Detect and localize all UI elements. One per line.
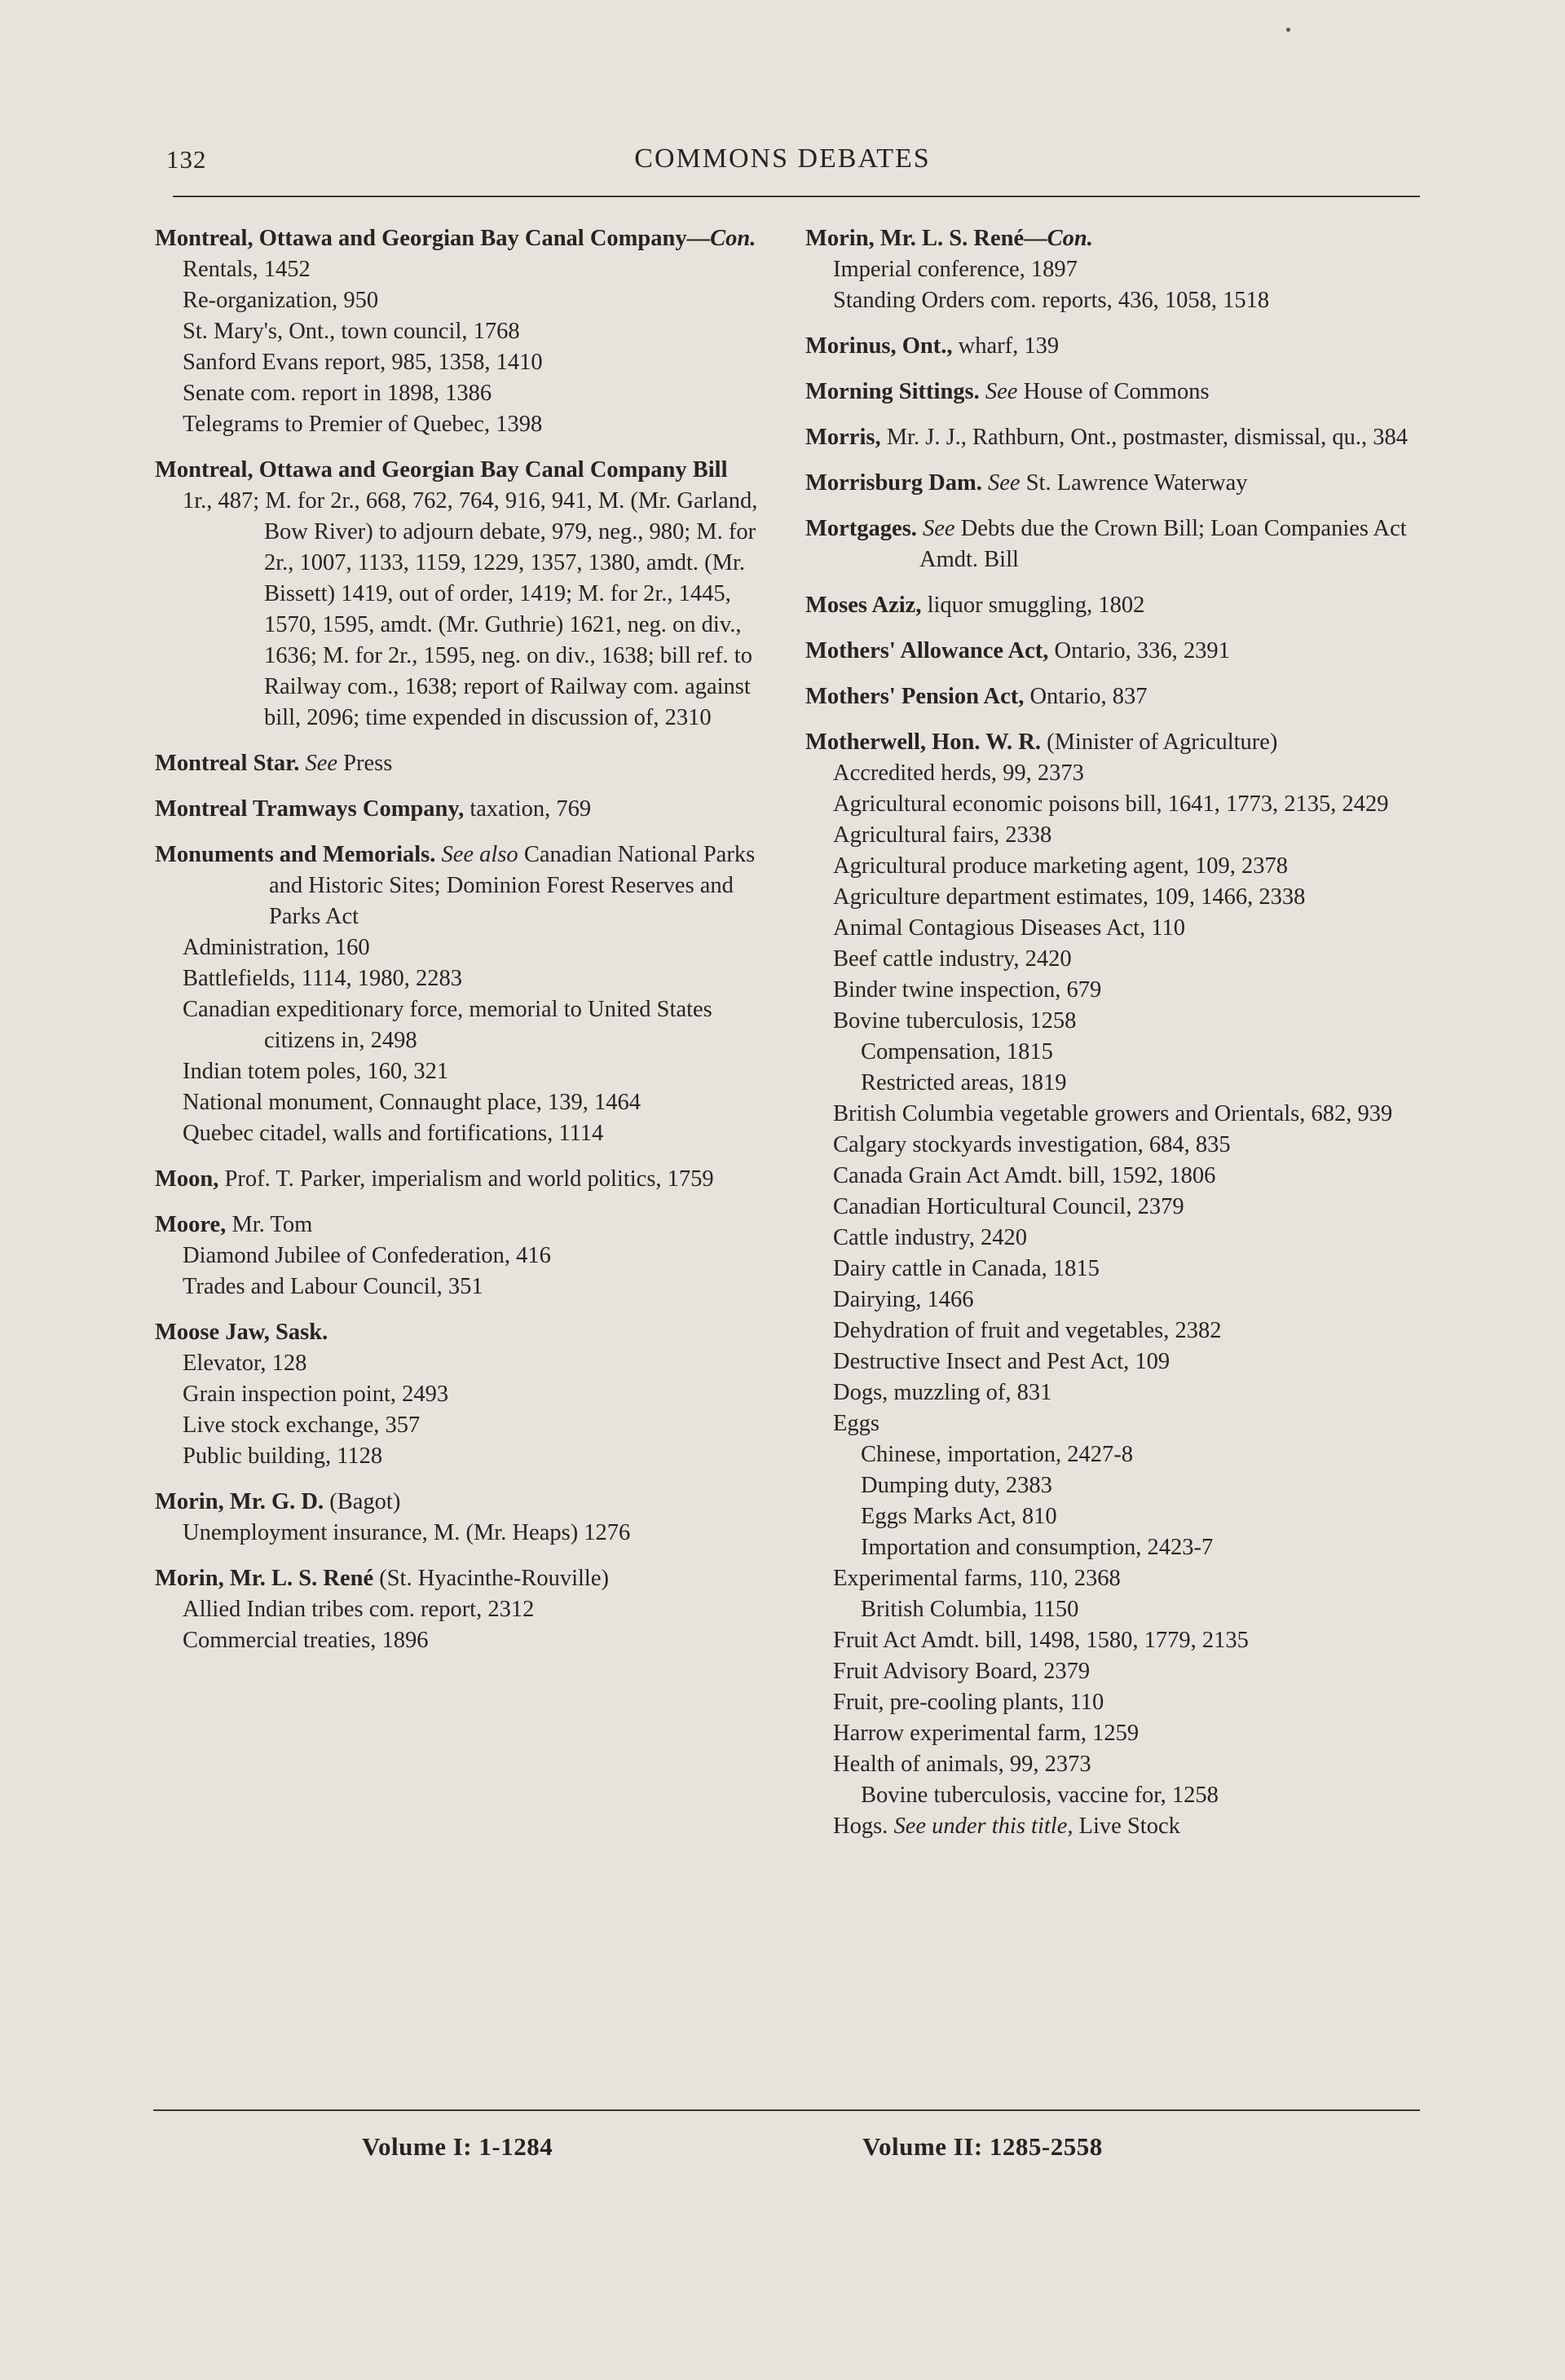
entry-see-reference: See: [985, 379, 1018, 404]
entry-heading: Montreal Star.: [155, 751, 300, 776]
subentry-text: Eggs Marks Act, 810: [861, 1504, 1057, 1529]
index-subentry: [805, 1254, 1425, 1285]
index-entry: [805, 422, 1425, 453]
index-entry: [805, 223, 1425, 316]
entry-heading-line: [155, 223, 766, 254]
entry-see-reference: See also: [441, 842, 518, 867]
subentry-text: Destructive Insect and Pest Act, 109: [833, 1349, 1170, 1374]
subentry-reference-target: Live Stock: [1078, 1814, 1180, 1839]
index-subentry: [805, 789, 1425, 820]
index-subentry: [155, 486, 766, 734]
index-column-left: [155, 223, 766, 1671]
subentry-text: Live stock exchange, 357: [183, 1413, 421, 1438]
index-subentry: [805, 1563, 1425, 1594]
entry-heading: Morin, Mr. L. S. René: [155, 1566, 374, 1591]
entry-heading: Moon,: [155, 1166, 219, 1192]
index-subentry-nested: [805, 1439, 1425, 1470]
subentry-text: St. Mary's, Ont., town council, 1768: [183, 319, 520, 344]
footer-volume-1: Volume I: 1-1284: [362, 2132, 553, 2161]
entry-heading-line: [805, 468, 1425, 499]
index-entry: [155, 455, 766, 734]
index-subentry: [805, 820, 1425, 851]
entry-heading-line: [155, 794, 766, 825]
entry-heading: Moose Jaw, Sask.: [155, 1320, 328, 1345]
subentry-text: Grain inspection point, 2493: [183, 1382, 449, 1407]
subentry-text: Binder twine inspection, 679: [833, 977, 1102, 1003]
entry-heading-detail: (Minister of Agriculture): [1047, 729, 1278, 755]
subentry-text: Sanford Evans report, 985, 1358, 1410: [183, 350, 543, 375]
entry-heading-line: [155, 1563, 766, 1594]
subentry-text: Canadian expeditionary force, memorial to United States citizens in, 2498: [183, 997, 712, 1053]
index-subentry: [155, 1594, 766, 1625]
index-subentry: [805, 1285, 1425, 1316]
index-subentry-nested: [805, 1501, 1425, 1532]
subentry-text: Importation and consumption, 2423-7: [861, 1535, 1214, 1560]
index-subentry: [805, 1749, 1425, 1780]
entry-heading-detail: liquor smuggling, 1802: [927, 593, 1145, 618]
entry-heading: Mortgages.: [805, 516, 917, 541]
index-entry: [155, 1164, 766, 1195]
index-subentry: [805, 1316, 1425, 1346]
index-subentry: [805, 285, 1425, 316]
subentry-text: Cattle industry, 2420: [833, 1225, 1028, 1250]
subentry-see-reference: See under this title,: [893, 1814, 1073, 1839]
entry-heading-detail: (Bagot): [329, 1489, 401, 1514]
index-entry: [155, 840, 766, 1149]
entry-heading: Monuments and Memorials.: [155, 842, 436, 867]
index-subentry-nested: [805, 1037, 1425, 1068]
entry-heading-line: [805, 590, 1425, 621]
index-subentry: [155, 1625, 766, 1656]
entry-heading-line: [805, 331, 1425, 362]
index-subentry: [805, 1346, 1425, 1377]
index-subentry: [805, 1099, 1425, 1130]
entry-heading-detail: wharf, 139: [958, 333, 1060, 359]
subentry-text: Agricultural produce marketing agent, 109, 2378: [833, 853, 1288, 879]
entry-heading-continued: Con.: [1047, 226, 1093, 251]
subentry-text: Experimental farms, 110, 2368: [833, 1566, 1121, 1591]
subentry-text: Re-organization, 950: [183, 288, 379, 313]
subentry-text: 1r., 487; M. for 2r., 668, 762, 764, 916, 941, M. (Mr. Garland, Bow River) to adjourn debate, 979, neg., 980; M. for 2r., 1007, 1133, 1159, 1229, 1357, 1380, amdt. (Mr. Bissett) 1419, out of order, 1419; M. for 2r., 1445, 1570, 1595, amdt. (Mr. Guthrie) 1621, neg. on div., 1636; M. for 2r., 1595, neg. on div., 1638; bill ref. to Railway com., 1638; report of Railway com. against bill, 2096; time expended in discussion of, 2310: [183, 488, 758, 730]
entry-heading-line: [155, 840, 766, 932]
subentry-text: Standing Orders com. reports, 436, 1058, 1518: [833, 288, 1270, 313]
subentry-text: Elevator, 128: [183, 1351, 307, 1376]
index-subentry: [155, 1441, 766, 1472]
subentry-text: Health of animals, 99, 2373: [833, 1752, 1091, 1777]
header-rule: [173, 196, 1420, 197]
entry-heading-detail: Mr. Tom: [231, 1212, 313, 1237]
entry-heading: Mothers' Pension Act,: [805, 684, 1025, 709]
subentry-text: Bovine tuberculosis, 1258: [833, 1008, 1077, 1034]
index-subentry: [805, 913, 1425, 944]
index-subentry: [155, 994, 766, 1056]
scan-speck: [1286, 28, 1290, 32]
footer-volume-2: Volume II: 1285-2558: [862, 2132, 1103, 2161]
index-subentry: [155, 254, 766, 285]
index-entry: [155, 1210, 766, 1302]
subentry-text: Quebec citadel, walls and fortifications, 1114: [183, 1121, 604, 1146]
index-entry: [155, 794, 766, 825]
index-subentry-nested: [805, 1532, 1425, 1563]
subentry-text: National monument, Connaught place, 139, 1464: [183, 1090, 641, 1115]
index-entry: [805, 377, 1425, 408]
entry-heading-continued: Con.: [710, 226, 756, 251]
index-subentry: [155, 1348, 766, 1379]
subentry-text: Restricted areas, 1819: [861, 1070, 1067, 1095]
subentry-text: Dumping duty, 2383: [861, 1473, 1052, 1498]
index-entry: [155, 748, 766, 779]
subentry-text: Public building, 1128: [183, 1443, 383, 1469]
subentry-text: Allied Indian tribes com. report, 2312: [183, 1597, 535, 1622]
subentry-text: Imperial conference, 1897: [833, 257, 1078, 282]
index-subentry: [805, 851, 1425, 882]
subentry-text: Hogs.: [833, 1814, 888, 1839]
index-subentry: [155, 963, 766, 994]
index-subentry: [155, 1087, 766, 1118]
subentry-text: Senate com. report in 1898, 1386: [183, 381, 492, 406]
index-subentry: [805, 975, 1425, 1006]
index-subentry-nested: [805, 1780, 1425, 1811]
entry-heading: Morning Sittings.: [805, 379, 980, 404]
subentry-text: Dairying, 1466: [833, 1287, 974, 1312]
entry-heading: Montreal, Ottawa and Georgian Bay Canal Company Bill: [155, 457, 728, 483]
entry-heading-line: [155, 455, 766, 486]
index-subentry-nested: [805, 1068, 1425, 1099]
index-entry: [805, 727, 1425, 1842]
entry-heading-line: [155, 1317, 766, 1348]
page-number: 132: [166, 145, 207, 174]
index-subentry: [805, 1687, 1425, 1718]
subentry-text: Indian totem poles, 160, 321: [183, 1059, 449, 1084]
subentry-text: Administration, 160: [183, 935, 370, 960]
index-entry: [805, 468, 1425, 499]
subentry-text: Telegrams to Premier of Quebec, 1398: [183, 412, 543, 437]
index-subentry: [155, 316, 766, 347]
entry-heading: Morin, Mr. G. D.: [155, 1489, 324, 1514]
entry-heading-detail: (St. Hyacinthe-Rouville): [379, 1566, 609, 1591]
index-subentry: [805, 882, 1425, 913]
subentry-text: Rentals, 1452: [183, 257, 311, 282]
entry-heading-line: [805, 513, 1425, 575]
index-subentry: [805, 1006, 1425, 1037]
entry-see-reference: See: [923, 516, 955, 541]
index-subentry: [155, 1272, 766, 1302]
index-subentry: [805, 254, 1425, 285]
index-entry: [805, 681, 1425, 712]
footer-rule: [153, 2109, 1420, 2111]
entry-heading-detail: House of Commons: [1023, 379, 1210, 404]
subentry-text: Commercial treaties, 1896: [183, 1628, 429, 1653]
entry-heading-line: [805, 681, 1425, 712]
index-subentry: [155, 1056, 766, 1087]
entry-heading-detail: St. Lawrence Waterway: [1025, 470, 1248, 496]
entry-heading-detail: Press: [343, 751, 393, 776]
index-subentry: [805, 1223, 1425, 1254]
entry-heading-line: [805, 223, 1425, 254]
subentry-text: Fruit, pre-cooling plants, 110: [833, 1690, 1104, 1715]
entry-heading-dash: —: [1024, 226, 1047, 251]
entry-heading-detail: Debts due the Crown Bill; Loan Companies Act Amdt. Bill: [919, 516, 1407, 572]
subentry-text: Agricultural economic poisons bill, 1641, 1773, 2135, 2429: [833, 791, 1389, 817]
index-subentry-nested: [805, 1594, 1425, 1625]
index-subentry: [155, 285, 766, 316]
entry-heading-dash: —: [686, 226, 711, 251]
entry-heading: Motherwell, Hon. W. R.: [805, 729, 1041, 755]
index-subentry: [155, 378, 766, 409]
subentry-text: Agricultural fairs, 2338: [833, 822, 1052, 848]
index-subentry: [155, 932, 766, 963]
entry-heading: Mothers' Allowance Act,: [805, 638, 1049, 663]
entry-heading-line: [805, 727, 1425, 758]
entry-heading-line: [155, 1210, 766, 1241]
index-entry: [805, 590, 1425, 621]
index-subentry: [805, 1130, 1425, 1161]
index-subentry: [155, 1118, 766, 1149]
subentry-text: Animal Contagious Diseases Act, 110: [833, 915, 1185, 941]
entry-heading-line: [805, 422, 1425, 453]
subentry-text: British Columbia, 1150: [861, 1597, 1079, 1622]
entry-see-reference: See: [988, 470, 1021, 496]
subentry-text: Compensation, 1815: [861, 1039, 1053, 1064]
index-subentry: [155, 409, 766, 440]
index-subentry: [155, 1379, 766, 1410]
index-subentry: [805, 1718, 1425, 1749]
index-subentry: [805, 1377, 1425, 1408]
subentry-text: Fruit Act Amdt. bill, 1498, 1580, 1779, 2135: [833, 1628, 1249, 1653]
index-subentry: [155, 347, 766, 378]
index-subentry: [805, 758, 1425, 789]
entry-heading-line: [805, 636, 1425, 667]
entry-heading: Moore,: [155, 1212, 227, 1237]
entry-heading-detail: Ontario, 837: [1029, 684, 1148, 709]
subentry-text: Canada Grain Act Amdt. bill, 1592, 1806: [833, 1163, 1216, 1188]
subentry-text: Trades and Labour Council, 351: [183, 1274, 483, 1299]
subentry-text: Beef cattle industry, 2420: [833, 946, 1072, 972]
entry-heading: Morris,: [805, 425, 881, 450]
index-subentry: [805, 1656, 1425, 1687]
subentry-text: Calgary stockyards investigation, 684, 835: [833, 1132, 1231, 1157]
index-entry: [155, 223, 766, 440]
entry-heading-detail: Mr. J. J., Rathburn, Ont., postmaster, dismissal, qu., 384: [886, 425, 1408, 450]
index-subentry: [155, 1241, 766, 1272]
subentry-text: Agriculture department estimates, 109, 1466, 2338: [833, 884, 1306, 910]
entry-see-reference: See: [305, 751, 338, 776]
index-subentry: [155, 1410, 766, 1441]
subentry-text: British Columbia vegetable growers and Orientals, 682, 939: [833, 1101, 1393, 1126]
entry-heading: Morrisburg Dam.: [805, 470, 982, 496]
index-subentry: [155, 1518, 766, 1549]
subentry-text: Dogs, muzzling of, 831: [833, 1380, 1052, 1405]
entry-heading-detail: Canadian National Parks and Historic Sites; Dominion Forest Reserves and Parks Act: [269, 842, 756, 929]
entry-heading-line: [805, 377, 1425, 408]
entry-heading-detail: Prof. T. Parker, imperialism and world politics, 1759: [224, 1166, 714, 1192]
subentry-text: Fruit Advisory Board, 2379: [833, 1659, 1091, 1684]
entry-heading-line: [155, 1164, 766, 1195]
subentry-text: Unemployment insurance, M. (Mr. Heaps) 1276: [183, 1520, 631, 1545]
entry-heading: Morin, Mr. L. S. René: [805, 226, 1025, 251]
subentry-text: Diamond Jubilee of Confederation, 416: [183, 1243, 551, 1268]
subentry-text: Accredited herds, 99, 2373: [833, 760, 1084, 786]
index-entry: [155, 1563, 766, 1656]
entry-heading-detail: Ontario, 336, 2391: [1054, 638, 1230, 663]
subentry-text: Bovine tuberculosis, vaccine for, 1258: [861, 1783, 1219, 1808]
subentry-text: Dehydration of fruit and vegetables, 2382: [833, 1318, 1222, 1343]
index-subentry: [805, 1408, 1425, 1439]
index-subentry: [805, 1192, 1425, 1223]
running-head: COMMONS DEBATES: [634, 143, 931, 174]
index-subentry: [805, 1161, 1425, 1192]
index-entry: [805, 513, 1425, 575]
subentry-text: Chinese, importation, 2427-8: [861, 1442, 1134, 1467]
entry-heading-line: [155, 1487, 766, 1518]
entry-heading-detail: taxation, 769: [470, 796, 592, 822]
index-subentry: [805, 944, 1425, 975]
subentry-text: Dairy cattle in Canada, 1815: [833, 1256, 1100, 1281]
index-subentry: [805, 1625, 1425, 1656]
index-entry: [155, 1317, 766, 1472]
index-subentry: [805, 1811, 1425, 1842]
entry-heading: Morinus, Ont.,: [805, 333, 953, 359]
entry-heading: Montreal, Ottawa and Georgian Bay Canal Company: [155, 226, 687, 251]
entry-heading: Montreal Tramways Company,: [155, 796, 465, 822]
index-entry: [805, 331, 1425, 362]
entry-heading-line: [155, 748, 766, 779]
subentry-text: Harrow experimental farm, 1259: [833, 1721, 1140, 1746]
index-column-right: [805, 223, 1425, 1857]
subentry-text: Eggs: [833, 1411, 879, 1436]
entry-heading: Moses Aziz,: [805, 593, 922, 618]
index-subentry-nested: [805, 1470, 1425, 1501]
subentry-text: Battlefields, 1114, 1980, 2283: [183, 966, 463, 991]
subentry-text: Canadian Horticultural Council, 2379: [833, 1194, 1184, 1219]
index-entry: [155, 1487, 766, 1549]
index-entry: [805, 636, 1425, 667]
